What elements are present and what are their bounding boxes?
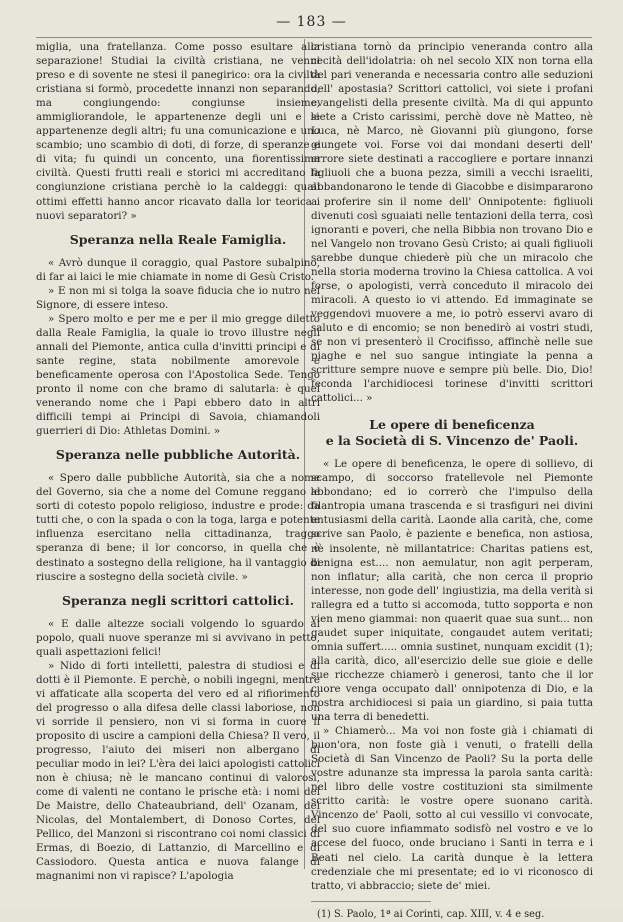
paragraph-autorita: « Spero dalle pubbliche Autorità, sia che a nome del Governo, sia che a nome del Comune reggano le sorti di cotesto popolo religioso, industre e prode: da tutti che, o con la spada o con la toga, larga e potente influenza esercitano nella cittadinanza, traggo speranza di bene; il lor concorso, in quella che è destinato a sostegno della religione, ha il vantaggio di riuscire a sostegno della società civile. » (36, 472, 320, 583)
paragraph-famiglia-1: « Avrò dunque il coraggio, qual Pastore subalpino, di far ai laici le mie chiamate in nome di Gesù Cristo. (36, 256, 320, 283)
heading-scrittori-cattolici: Speranza negli scrittori cattolici. (61, 592, 295, 608)
header-rule (36, 37, 592, 38)
paragraph-apologia: cristiana tornò da principio veneranda contro alla cecità dell'idolatria: oh nel secolo XIX non torna ella del pari veneranda e necessaria contro alle seduzioni dell' apostasia? Scrittori cattolici, voi siete i profani evangelisti della presente civiltà. Ma di qui appunto siete a Cristo carissimi, perchè dove nè Matteo, nè Luca, nè Marco, nè Giovanni più giungono, forse giungete voi. Forse voi dai mondani deserti dell' errore siete destinati a raccogliere e portare innanzi figliuoli che a buona pezza, simili a vecchi israeliti, abbandonarono le tende di Giacobbe e disimpararono a proferire sin il nome dell' Onnipotente: figliuoli divenuti così sguaiati nelle tentazioni della terra, così ignoranti e poveri, che nella Bibbia non trovano Dio e nel Vangelo non trovano Gesù Cristo; ai quali figliuoli sarebbe dunque chiederè più che un miracolo che nella storia moderna trovino la Chiesa cattolica. A voi forse, o apologisti, verrà conceduto il miracolo dei miracoli. A questo io vi attendo. Ed immaginate se veggendovi muovere a me, io potrò esservi avaro di saluto e di encomio; se non benedirò ai vostri studi, se non vi presenterò il Crocifisso, affinchè nelle sue piaghe e nel suo sangue intingiate la penna a scritture sempre nuove e sempre più belle. Dio, Dio! feconda l'archidiocesi torinese d'invitti scrittori cattolici... » (311, 41, 593, 405)
heading-pubbliche-autorita: Speranza nelle pubbliche Autorità. (55, 447, 301, 463)
right-column (311, 40, 593, 920)
heading-opere-line1: Le opere di beneficenza (369, 417, 535, 433)
paragraph-opere-2: » Chiamerò... Ma voi non foste già i chiamati di buon'ora, non foste già i venuti, o fratelli della Società di San Vincenzo de Paoli? Su la porta delle vostre adunanze sta impressa la parola santa carità: nel libro delle vostre costituzioni sta similmente scritto carità: le vostre opere suonano carità. Vincenzo de' Paoli, sotto al cui vessillo vi convocate, del suo cuore infiammato sodisfò nel vostro e ve lo accese del fuoco, onde bruciano i Santi in terra e i Beati nel cielo. La carità dunque è la lettera credenziale che mi presentate; ed io vi riconosco di tratto, vi abbraccio; siete de' miei. (311, 725, 593, 892)
paragraph-famiglia-3: » Spero molto e per me e per il mio gregge diletto dalla Reale Famiglia, la quale io trovo illustre negli annali del Piemonte, antica culla d'invitti principi e di sante regine, stata nobilmente amorevole e beneficamente operosa con l'Apostolica Sede. Tengo pronto il nome con che bramo di salutarla: è quel venerando nome che i Papi ebbero dato in altri difficili tempi ai Principi di Savoia, chiamandoli guerrieri di Dio: Athletas Domini. » (36, 312, 320, 438)
heading-opere-beneficenza (311, 417, 593, 449)
paragraph-scrittori-2: » Nido di forti intelletti, palestra di studiosi e di dotti è il Piemonte. E perchè, o nobili ingegni, mentre vi affaticate alla scoperta del vero ed al rifiorimento del progresso o alla difesa delle classi laboriose, non vi sorride il pensiero, non vi si forma in cuore il proposito di uscire a campioni della Chiesa? Il vero, il progresso, l'aiuto dei miseri non albergano di peculiar modo in lei? L'èra dei laici apologisti cattolici non è chiusa; nè le mancano continui di valorosi, come di valenti ne contano le prische età: i nomi del De Maistre, dello Chateaubriand, dell' Ozanam, del Nicolas, del Montalembert, di Donoso Cortes, del Pellico, del Manzoni si riscontrano coi nomi classici di Ermas, di Boezio, di Lattanzio, di Marcellino e di Cassiodoro. Questa antica e nuova falange di magnanimi non vi rapisce? L'apologia (36, 659, 320, 883)
heading-opere-line2: e la Società di S. Vincenzo de' Paoli. (325, 433, 579, 449)
paragraph-famiglia-2: » E non mi si tolga la soave fiducia che io nutro nel Signore, di essere inteso. (36, 284, 320, 311)
left-column (36, 40, 320, 892)
paragraph-intro: miglia, una fratellanza. Come posso esultare alla separazione! Studiai la civiltà cristiana, ne venni preso e di sovente ne stesi il panegirico: ora la civiltà cristiana si formò, procedette innanzi non separando, ma congiungendo: congiunse insieme, ammigliorandole, le appartenenze degli uni e le appartenenze degli altri; fu una comunicazione e uno scambio; uno scambio di doti, di forze, di speranze e di vita; fu quindi un concento, una fiorentissima civiltà. Questi frutti reali e storici mi accreditano la congiunzione cristiana perchè io la caldeggi: quali ottimi effetti hanno ancor ricavato dalla lor teorica i nuovi separatori? » (36, 41, 320, 222)
heading-reale-famiglia: Speranza nella Reale Famiglia. (69, 231, 287, 247)
page-number: — 183 — (276, 14, 347, 30)
paragraph-opere-1: « Le opere di beneficenza, le opere di sollievo, di scampo, di soccorso fratellevole nel Piemonte abbondano; ed io correrò che l'impulso della filantropia umana trascenda e si trasfiguri nei divini entusiasmi della carità. Laonde alla carità, che, come scrive san Paolo, è paziente e benefica, non astiosa, nè insolente, nè millantatrice: Charitas patiens est, benigna est.... non aemulatur, non agit perperam, non inflatur; alla carità, che non cerca il proprio interesse, non gode dell' ingiustizia, ma della verità si rallegra ed a tutto si accomoda, tutto sopporta e non vien meno giammai: non quaerit quae sua sunt... non gaudet super iniquitate, congaudet autem veritati; omnia suffert..... omnia sustinet, nunquam excidit (1); alla carità, dico, all'esercizio delle sue gioie e delle sue ricchezze chiamerò i generosi, tanto che il lor cuore venga occupato dall' onnipotenza di Dio, e la nostra archidiocesi si paia un giardino, si paia tutta una terra di benedetti. (311, 458, 593, 724)
footnote: (1) S. Paolo, 1ª ai Corinti, cap. XIII, v. 4 e seg. (317, 908, 545, 920)
paragraph-scrittori-1: « E dalle altezze sociali volgendo lo sguardo al popolo, quali nuove speranze mi si avvivano in petto, quali aspettazioni felici! (36, 617, 320, 658)
